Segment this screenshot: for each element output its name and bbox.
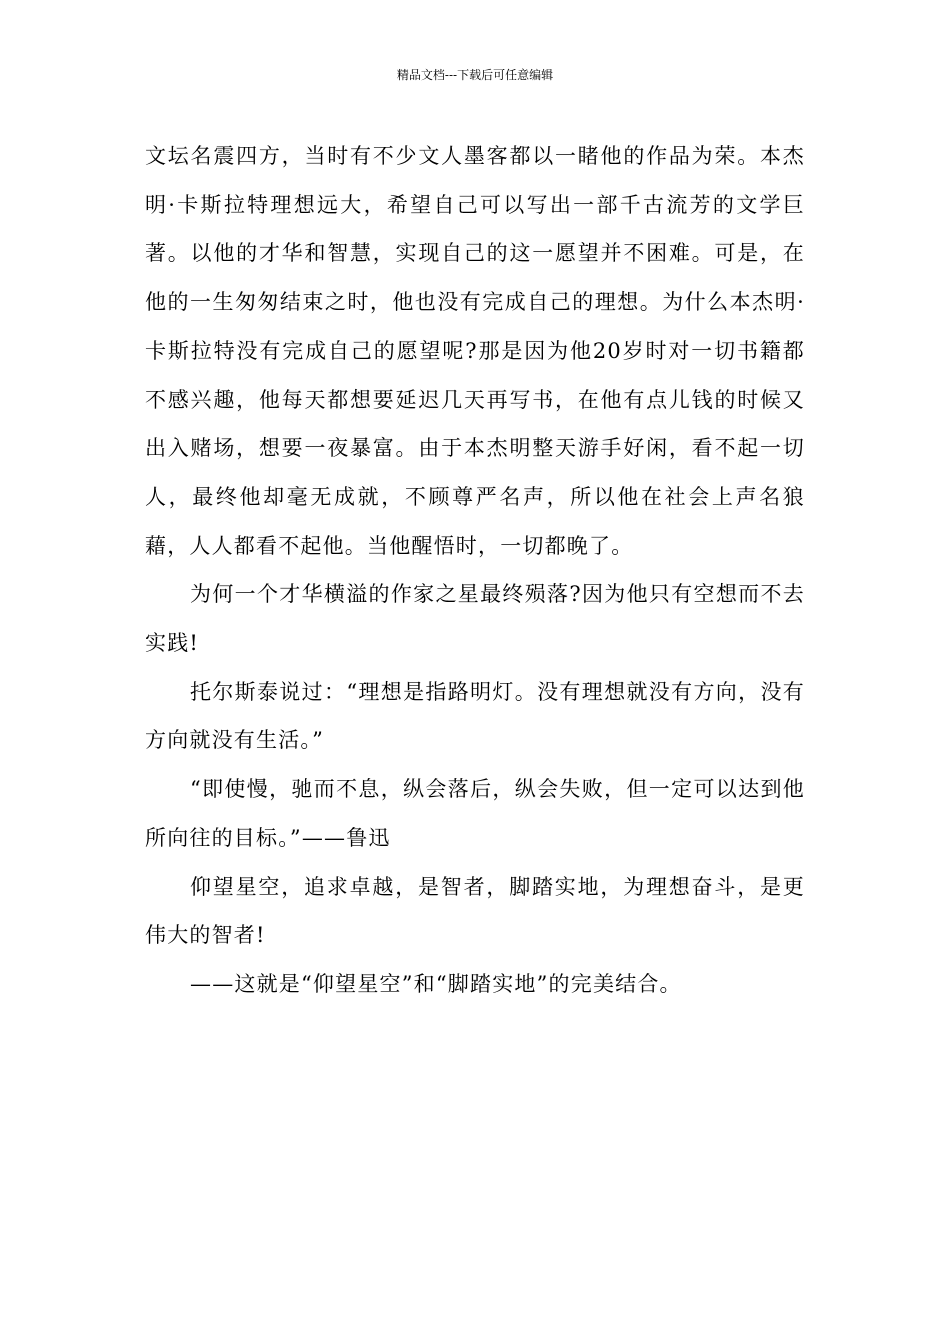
paragraph-wisdom: 仰望星空，追求卓越，是智者，脚踏实地，为理想奋斗，是更伟大的智者! <box>145 874 805 948</box>
paragraph-tolstoy-quote: 托尔斯泰说过：“理想是指路明灯。没有理想就没有方向，没有方向就没有生活。” <box>145 679 805 753</box>
paragraph-conclusion: ——这就是“仰望星空”和“脚踏实地”的完美结合。 <box>190 971 682 996</box>
page-header: 精品文档---下载后可任意编辑 <box>396 68 554 82</box>
document-body <box>145 132 805 1009</box>
paragraph-story: 文坛名震四方，当时有不少文人墨客都以一睹他的作品为荣。本杰明·卡斯拉特理想远大，希望自己可以写出一部千古流芳的文学巨著。以他的才华和智慧，实现自己的这一愿望并不困难。可是，在他的一生匆匆结束之时，他也没有完成自己的理想。为什么本杰明·卡斯拉特没有完成自己的愿望呢?那是因为他20岁时对一切书籍都不感兴趣，他每天都想要延迟几天再写书，在他有点儿钱的时候又出入赌场，想要一夜暴富。由于本杰明整天游手好闲，看不起一切人，最终他却毫无成就，不顾尊严名声，所以他在社会上声名狼藉，人人都看不起他。当他醒悟时，一切都晚了。 <box>145 144 805 558</box>
paragraph-question: 为何一个才华横溢的作家之星最终殒落?因为他只有空想而不去实践! <box>145 582 805 656</box>
paragraph-luxun-quote: “即使慢，驰而不息，纵会落后，纵会失败，但一定可以达到他所向往的目标。”——鲁迅 <box>145 777 805 850</box>
